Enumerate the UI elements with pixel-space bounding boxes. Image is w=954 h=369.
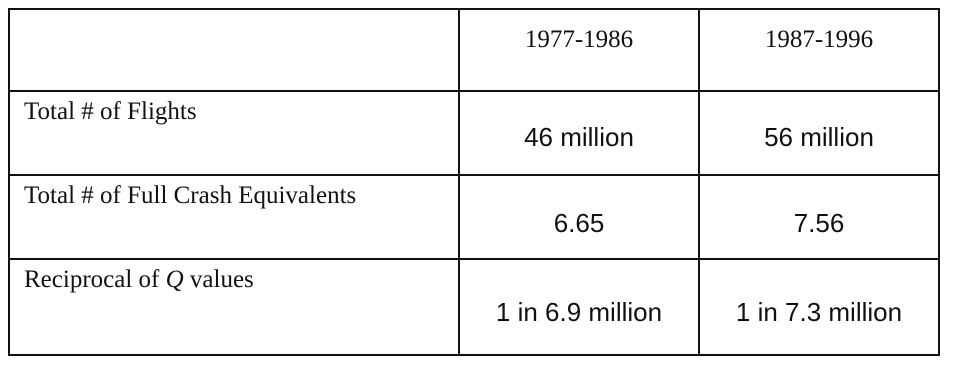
cell-crash-period-2: 7.56 <box>699 175 939 259</box>
table-row <box>9 259 939 355</box>
header-cell-period-2: 1987-1996 <box>699 9 939 91</box>
table-header-row <box>9 9 939 91</box>
row-label-prefix: Reciprocal of <box>24 266 166 293</box>
table-row <box>9 175 939 259</box>
data-table <box>8 8 940 356</box>
table-row <box>9 91 939 175</box>
row-label-crash-equivalents: Total # of Full Crash Equivalents <box>9 175 459 259</box>
cell-reciprocal-period-1: 1 in 6.9 million <box>459 259 699 355</box>
row-label-reciprocal-q <box>9 259 459 355</box>
header-cell-period-1: 1977-1986 <box>459 9 699 91</box>
row-label-q-symbol: Q <box>165 266 184 293</box>
cell-flights-period-1: 46 million <box>459 91 699 175</box>
row-label-flights: Total # of Flights <box>9 91 459 175</box>
cell-crash-period-1: 6.65 <box>459 175 699 259</box>
row-label-suffix: values <box>183 266 254 293</box>
cell-reciprocal-period-2: 1 in 7.3 million <box>699 259 939 355</box>
header-cell-empty <box>9 9 459 91</box>
cell-flights-period-2: 56 million <box>699 91 939 175</box>
